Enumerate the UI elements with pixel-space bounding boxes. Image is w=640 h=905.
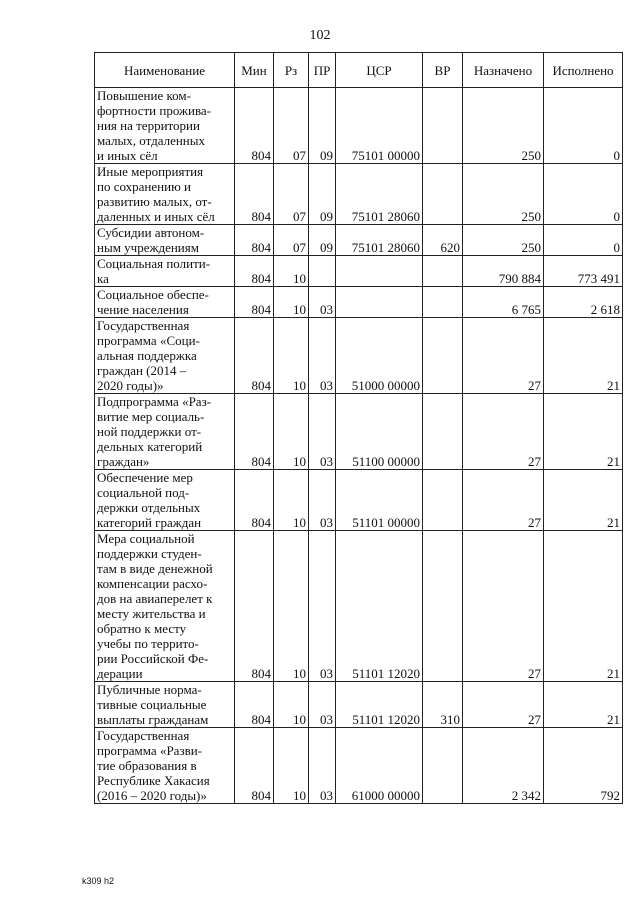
header-csr: ЦСР [336,53,423,88]
table-row [95,256,623,287]
cell-csr: 51000 00000 [336,318,423,394]
cell-vr [423,164,463,225]
cell-assigned: 27 [463,394,544,470]
cell-name: Обеспечение мер социальной под- держки отдельных категорий граждан [95,470,235,531]
cell-min: 804 [235,88,274,164]
cell-name: Публичные норма- тивные социальные выплаты гражданам [95,682,235,728]
cell-executed: 21 [544,394,623,470]
cell-assigned: 790 884 [463,256,544,287]
cell-executed: 21 [544,531,623,682]
cell-executed: 792 [544,728,623,804]
cell-min: 804 [235,394,274,470]
cell-name: Социальная полити- ка [95,256,235,287]
cell-pr: 09 [309,225,336,256]
cell-name: Повышение ком- фортности прожива- ния на территории малых, отдаленных и иных сёл [95,88,235,164]
table-row [95,394,623,470]
cell-vr [423,256,463,287]
cell-rz: 10 [274,256,309,287]
table-row [95,88,623,164]
cell-csr: 75101 28060 [336,164,423,225]
cell-assigned: 250 [463,164,544,225]
header-rz: Рз [274,53,309,88]
cell-assigned: 250 [463,225,544,256]
cell-pr: 09 [309,164,336,225]
cell-executed: 2 618 [544,287,623,318]
cell-name: Иные мероприятия по сохранению и развитию малых, от- даленных и иных сёл [95,164,235,225]
cell-min: 804 [235,318,274,394]
cell-csr: 75101 00000 [336,88,423,164]
cell-pr: 03 [309,682,336,728]
cell-pr: 03 [309,728,336,804]
cell-assigned: 27 [463,318,544,394]
cell-csr [336,287,423,318]
cell-rz: 10 [274,728,309,804]
cell-name: Субсидии автоном- ным учреждениям [95,225,235,256]
cell-rz: 07 [274,88,309,164]
table-header-row [95,53,623,88]
header-name: Наименование [95,53,235,88]
cell-assigned: 27 [463,531,544,682]
cell-vr [423,287,463,318]
page-number: 102 [309,28,331,43]
cell-min: 804 [235,287,274,318]
cell-pr: 03 [309,394,336,470]
cell-csr [336,256,423,287]
table-row [95,531,623,682]
cell-assigned: 27 [463,470,544,531]
header-min: Мин [235,53,274,88]
header-pr: ПР [309,53,336,88]
table-row [95,287,623,318]
cell-name: Государственная программа «Соци- альная поддержка граждан (2014 – 2020 годы)» [95,318,235,394]
cell-rz: 10 [274,682,309,728]
table-row [95,225,623,256]
cell-name: Социальное обеспе- чение населения [95,287,235,318]
cell-executed: 0 [544,164,623,225]
cell-csr: 51100 00000 [336,394,423,470]
cell-assigned: 27 [463,682,544,728]
cell-vr: 310 [423,682,463,728]
budget-table [94,52,623,804]
cell-csr: 51101 12020 [336,531,423,682]
cell-pr: 09 [309,88,336,164]
cell-pr: 03 [309,318,336,394]
table-row [95,318,623,394]
cell-min: 804 [235,256,274,287]
cell-rz: 10 [274,394,309,470]
cell-assigned: 6 765 [463,287,544,318]
cell-min: 804 [235,470,274,531]
cell-min: 804 [235,164,274,225]
header-assigned: Назначено [463,53,544,88]
cell-rz: 10 [274,531,309,682]
cell-pr: 03 [309,287,336,318]
cell-rz: 07 [274,225,309,256]
cell-executed: 21 [544,318,623,394]
table-row [95,164,623,225]
cell-rz: 07 [274,164,309,225]
cell-rz: 10 [274,318,309,394]
cell-min: 804 [235,225,274,256]
cell-name: Мера социальной поддержки студен- там в виде денежной компенсации расхо- дов на авиаперелет к месту жительства и обратно к месту учебы по террито- рии Российской Фе- дерации [95,531,235,682]
table-body [95,88,623,804]
cell-csr: 61000 00000 [336,728,423,804]
cell-vr [423,88,463,164]
header-executed: Исполнено [544,53,623,88]
footer-code: k309 h2 [82,876,115,886]
cell-rz: 10 [274,287,309,318]
cell-rz: 10 [274,470,309,531]
cell-vr [423,470,463,531]
header-vr: ВР [423,53,463,88]
cell-executed: 0 [544,88,623,164]
cell-min: 804 [235,682,274,728]
cell-assigned: 250 [463,88,544,164]
cell-min: 804 [235,531,274,682]
cell-name: Государственная программа «Разви- тие образования в Республике Хакасия (2016 – 2020 годы)» [95,728,235,804]
cell-vr: 620 [423,225,463,256]
cell-executed: 21 [544,470,623,531]
cell-executed: 0 [544,225,623,256]
cell-vr [423,728,463,804]
cell-csr: 75101 28060 [336,225,423,256]
table-row [95,728,623,804]
cell-name: Подпрограмма «Раз- витие мер социаль- ной поддержки от- дельных категорий граждан» [95,394,235,470]
cell-executed: 773 491 [544,256,623,287]
cell-pr: 03 [309,470,336,531]
table-row [95,470,623,531]
cell-pr [309,256,336,287]
cell-executed: 21 [544,682,623,728]
cell-csr: 51101 00000 [336,470,423,531]
cell-vr [423,394,463,470]
cell-pr: 03 [309,531,336,682]
table-row [95,682,623,728]
cell-vr [423,531,463,682]
cell-assigned: 2 342 [463,728,544,804]
cell-min: 804 [235,728,274,804]
cell-csr: 51101 12020 [336,682,423,728]
cell-vr [423,318,463,394]
